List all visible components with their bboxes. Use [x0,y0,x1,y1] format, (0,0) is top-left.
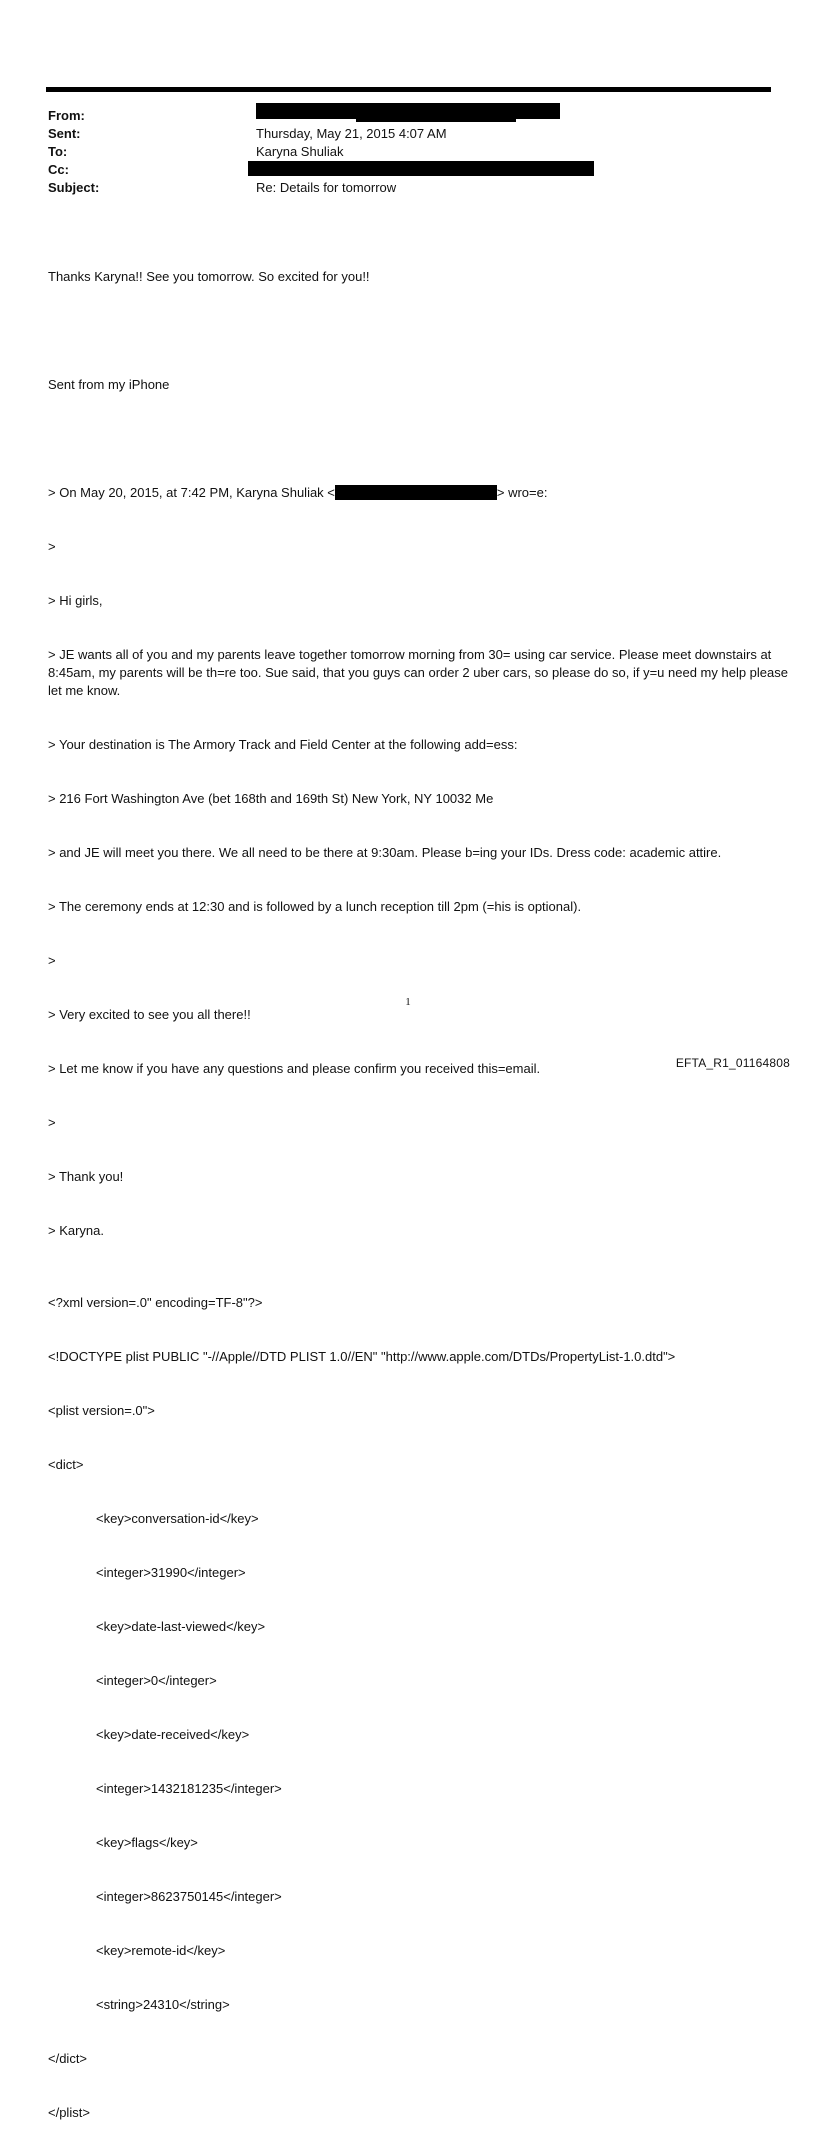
xml-inner-line: <key>date-last-viewed</key> [96,1619,266,1634]
cc-label: Cc: [48,162,69,177]
quote-line: > [48,1115,56,1130]
quote-line: > Let me know if you have any questions and please confirm you received this=email. [48,1061,541,1076]
sent-value: Thursday, May 21, 2015 4:07 AM [256,126,447,141]
xml-inner-line: <integer>31990</integer> [96,1565,246,1580]
quote-line: > 216 Fort Washington Ave (bet 168th and 169th St) New York, NY 10032 Me [48,791,494,806]
from-redaction-2 [356,116,516,122]
quote-line: > [48,953,56,968]
sent-label: Sent: [48,126,81,141]
page-number: 1 [405,996,411,1008]
xml-inner-line: <key>date-received</key> [96,1727,250,1742]
to-value: Karyna Shuliak [256,144,344,159]
quote-line: > Your destination is The Armory Track and Field Center at the following add=ess: [48,737,518,752]
xml-inner-line: <integer>0</integer> [96,1673,217,1688]
quote-line: > [48,539,56,554]
subject-label: Subject: [48,180,100,195]
xml-line: <plist version=.0"> [48,1403,155,1418]
xml-end-line: </dict> [48,2051,88,2066]
xml-inner-line: <string>24310</string> [96,1997,230,2012]
xml-end-line: </plist> [48,2105,90,2120]
xml-inner-line: <integer>1432181235</integer> [96,1781,282,1796]
quote-line: > JE wants all of you and my parents leave together tomorrow morning from 30= using car service. Please meet downstairs at 8:45am, my parents will be th=re too. Sue said, that you guys can order 2 uber cars, so please do so, if y=u need my help please let me know. [48,647,792,698]
quote-intro-a: > On May 20, 2015, at 7:42 PM, Karyna Shuliak < [48,485,335,500]
xml-line: <!DOCTYPE plist PUBLIC "-//Apple//DTD PLIST 1.0//EN" "http://www.apple.com/DTDs/PropertyList-1.0.dtd"> [48,1349,676,1364]
email-redaction [335,485,497,500]
xml-inner-line: <key>conversation-id</key> [96,1511,259,1526]
to-label: To: [48,144,68,159]
email-body [48,232,792,2140]
quote-line: > Thank you! [48,1169,124,1184]
xml-line: <dict> [48,1457,84,1472]
quote-line: > and JE will meet you there. We all need to be there at 9:30am. Please b=ing your IDs. Dress code: academic attire. [48,845,722,860]
quote-line: > Karyna. [48,1223,105,1238]
quote-intro-b: > wro=e: [496,485,548,500]
body-line-sent-from: Sent from my iPhone [48,377,170,392]
from-label: From: [48,108,85,123]
quote-intro [48,484,788,502]
cc-redaction [248,161,594,176]
xml-inner-line: <integer>8623750145</integer> [96,1889,282,1904]
xml-inner-line: <key>flags</key> [96,1835,198,1850]
quote-line: > The ceremony ends at 12:30 and is followed by a lunch reception till 2pm (=his is optional). [48,899,582,914]
xml-inner-line: <key>remote-id</key> [96,1943,226,1958]
subject-value: Re: Details for tomorrow [256,180,397,195]
quote-line: > Very excited to see you all there!! [48,1007,251,1022]
xml-line: <?xml version=.0" encoding=TF-8"?> [48,1295,263,1310]
header-rule [46,87,771,92]
quote-line: > Hi girls, [48,593,103,608]
document-id: EFTA_R1_01164808 [675,1056,790,1070]
body-line-thanks: Thanks Karyna!! See you tomorrow. So excited for you!! [48,269,370,284]
